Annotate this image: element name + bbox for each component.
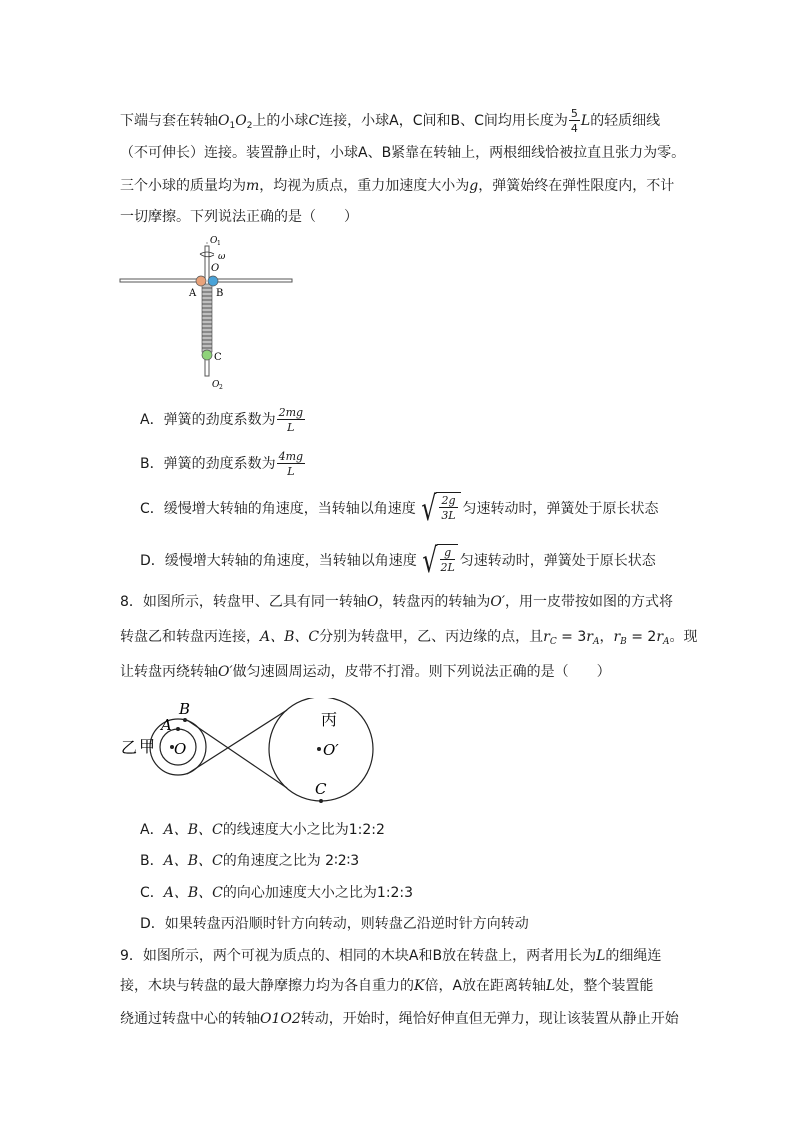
belt-line-2 [187, 710, 287, 774]
option-text: 的向心加速度大小之比为1:2:3 [222, 885, 414, 901]
frac-num: 2mg [278, 406, 304, 419]
option-text: B． [140, 853, 164, 869]
option-fraction [439, 495, 457, 521]
q8-text: ，用一皮带按如图的方式将 [505, 594, 674, 610]
q8-text: 8．如图所示，转盘甲、乙具有同一转轴 [120, 594, 367, 610]
option-text: A． [140, 822, 164, 838]
axis-symbol: O [235, 113, 247, 129]
axis-subscript: 2 [246, 121, 253, 131]
q9-text: 倍，A放在距离转轴 [424, 978, 547, 994]
label-a: A [189, 288, 197, 299]
point-a [176, 727, 180, 731]
ball-c [202, 350, 212, 360]
separator: ， [599, 629, 614, 645]
r-symbol: r [586, 629, 593, 645]
frac-num: 2g [441, 494, 456, 507]
option-text: 的线速度大小之比为1:2:2 [222, 822, 385, 838]
label-o2-sub: 2 [219, 384, 223, 391]
frac-den: L [287, 465, 295, 478]
points-abc: A、B、C [163, 853, 223, 869]
q7-option-c [140, 489, 659, 529]
l-symbol: L [596, 948, 606, 964]
frac-den: 2L [440, 561, 455, 574]
q7-line-4: 一切摩擦。下列说法正确的是（ ） [120, 209, 358, 225]
o-symbol: O [366, 594, 379, 610]
q8-text: ，转盘丙的转轴为 [378, 594, 491, 610]
q8-text: 分别为转盘甲，乙、丙边缘的点，且 [319, 629, 544, 645]
q9-text: 9．如图所示，两个可视为质点的、相同的木块A和B放在转盘上，两者用长为 [120, 948, 597, 964]
q7-option-d [140, 541, 656, 581]
equation-text: = 3 [556, 629, 587, 645]
sqrt-expression: √ $\frac{g}{2L}$ [419, 544, 458, 578]
q9-line-2 [120, 976, 653, 996]
axis-subscript: 1 [229, 121, 236, 131]
option-fraction [277, 451, 305, 477]
label-b: B [216, 288, 224, 299]
q7-text: ，均视为质点，重力加速度大小为 [259, 178, 470, 194]
label-yi: 乙 [121, 738, 138, 757]
q7-line-2: （不可伸长）连接。装置静止时，小球A、B紧靠在转轴上，两根细线恰被拉直且张力为零。 [120, 145, 686, 161]
q7-text: 三个小球的质量均为 [120, 178, 246, 194]
frac-num: g [440, 547, 454, 560]
spring [202, 284, 212, 352]
label-o-prime: O′ [323, 741, 339, 759]
q7-line-1 [120, 108, 660, 136]
q8-option-b [140, 851, 359, 871]
q9-line-1 [120, 946, 661, 966]
q8-figure [115, 698, 380, 803]
q7-text: 连接，小球A，C间和B、C间均用长度为 [319, 113, 568, 129]
q8-line-2 [120, 627, 698, 652]
length-fraction [569, 108, 580, 134]
q7-text: 的轻质细线 [590, 113, 661, 129]
axis-symbol: O1O2 [260, 1011, 301, 1027]
label-o1-sub: 1 [217, 240, 221, 247]
ball-a [196, 276, 206, 286]
q7-text: 下端与套在转轴 [120, 113, 218, 129]
length-symbol: L [580, 113, 591, 129]
points-abc: A、B、C [260, 629, 320, 645]
r-subscript: B [620, 637, 627, 647]
sqrt-expression: √ $\frac{2g}{3L}$ [418, 492, 461, 526]
point-b [183, 718, 187, 722]
q8-text: 让转盘丙绕转轴 [120, 664, 218, 680]
frac-den: 4 [570, 122, 578, 135]
q8-line-3 [120, 662, 611, 682]
frac-num: 5 [570, 107, 578, 120]
ball-b [208, 276, 218, 286]
r-symbol: r [613, 629, 621, 645]
points-abc: A、B、C [163, 885, 223, 901]
axis-symbol: O [218, 113, 230, 129]
points-abc: A、B、C [163, 822, 223, 838]
label-bing: 丙 [321, 710, 338, 729]
option-text: 匀速转动时，弹簧处于原长状态 [462, 501, 659, 517]
label-c: C [214, 352, 222, 363]
q8-option-c [140, 883, 413, 903]
q9-text: 转动，开始时，绳恰好伸直但无弹力，现让该装置从静止开始 [300, 1011, 679, 1027]
label-jia: 甲 [139, 737, 156, 756]
o-prime-symbol: O′ [218, 664, 233, 680]
option-fraction [277, 407, 305, 433]
label-omega: ω [218, 252, 226, 262]
label-a: A [161, 716, 172, 734]
q8-option-d: D．如果转盘丙沿顺时针方向转动，则转盘乙沿逆时针方向转动 [140, 916, 529, 932]
q7-option-a [140, 407, 306, 433]
q9-text: 绕通过转盘中心的转轴 [120, 1011, 260, 1027]
o-prime-symbol: O′ [490, 594, 506, 610]
q9-line-3 [120, 1009, 679, 1029]
q8-option-a [140, 820, 385, 840]
l-symbol: L [546, 978, 556, 994]
r-subscript: A [592, 637, 600, 647]
q8-text: 做匀速圆周运动，皮带不打滑。则下列说法正确的是（ ） [232, 664, 611, 680]
q7-option-b [140, 451, 306, 477]
label-o: O [211, 263, 220, 274]
q9-text: 处，整个装置能 [555, 978, 654, 994]
option-text: C． [140, 885, 164, 901]
equation-text: = 2 [626, 629, 657, 645]
label-o2: O [212, 380, 220, 390]
q9-text: 接，木块与转盘的最大静摩擦力均为各自重力的 [120, 978, 414, 994]
option-text: 匀速转动时，弹簧处于原长状态 [459, 553, 656, 569]
center-o-prime [317, 747, 321, 751]
label-c: C [315, 780, 327, 798]
k-symbol: K [414, 978, 425, 994]
frac-den: L [287, 421, 295, 434]
r-subscript: A [663, 637, 670, 647]
r-subscript: C [549, 637, 557, 647]
q7-line-3 [120, 176, 674, 196]
mass-symbol: m [246, 178, 260, 194]
label-o1: O [210, 236, 218, 246]
q9-text: 的细绳连 [605, 948, 662, 964]
frac-num: 4mg [278, 450, 304, 463]
option-text: 的角速度之比为 2∶2∶3 [222, 853, 360, 869]
ball-c-symbol: C [308, 113, 320, 129]
q8-line-1 [120, 592, 673, 612]
option-text: B．弹簧的劲度系数为 [140, 456, 276, 472]
option-text: D．缓慢增大转轴的角速度，当转轴以角速度 [140, 553, 417, 569]
option-text: A．弹簧的劲度系数为 [140, 412, 276, 428]
q8-text: 。现 [669, 629, 698, 645]
label-b: B [179, 700, 191, 718]
r-symbol: r [656, 629, 664, 645]
option-text: C．缓慢增大转轴的角速度，当转轴以角速度 [140, 501, 416, 517]
option-fraction [440, 547, 454, 573]
r-symbol: r [543, 629, 550, 645]
point-c [319, 799, 323, 803]
q7-figure [118, 232, 298, 394]
g-symbol: g [469, 178, 479, 194]
label-o: O [174, 740, 187, 758]
q7-text: ，弹簧始终在弹性限度内，不计 [478, 178, 675, 194]
q7-text: 上的小球 [252, 113, 309, 129]
frac-den: 3L [441, 509, 456, 522]
q8-text: 转盘乙和转盘丙连接， [120, 629, 260, 645]
